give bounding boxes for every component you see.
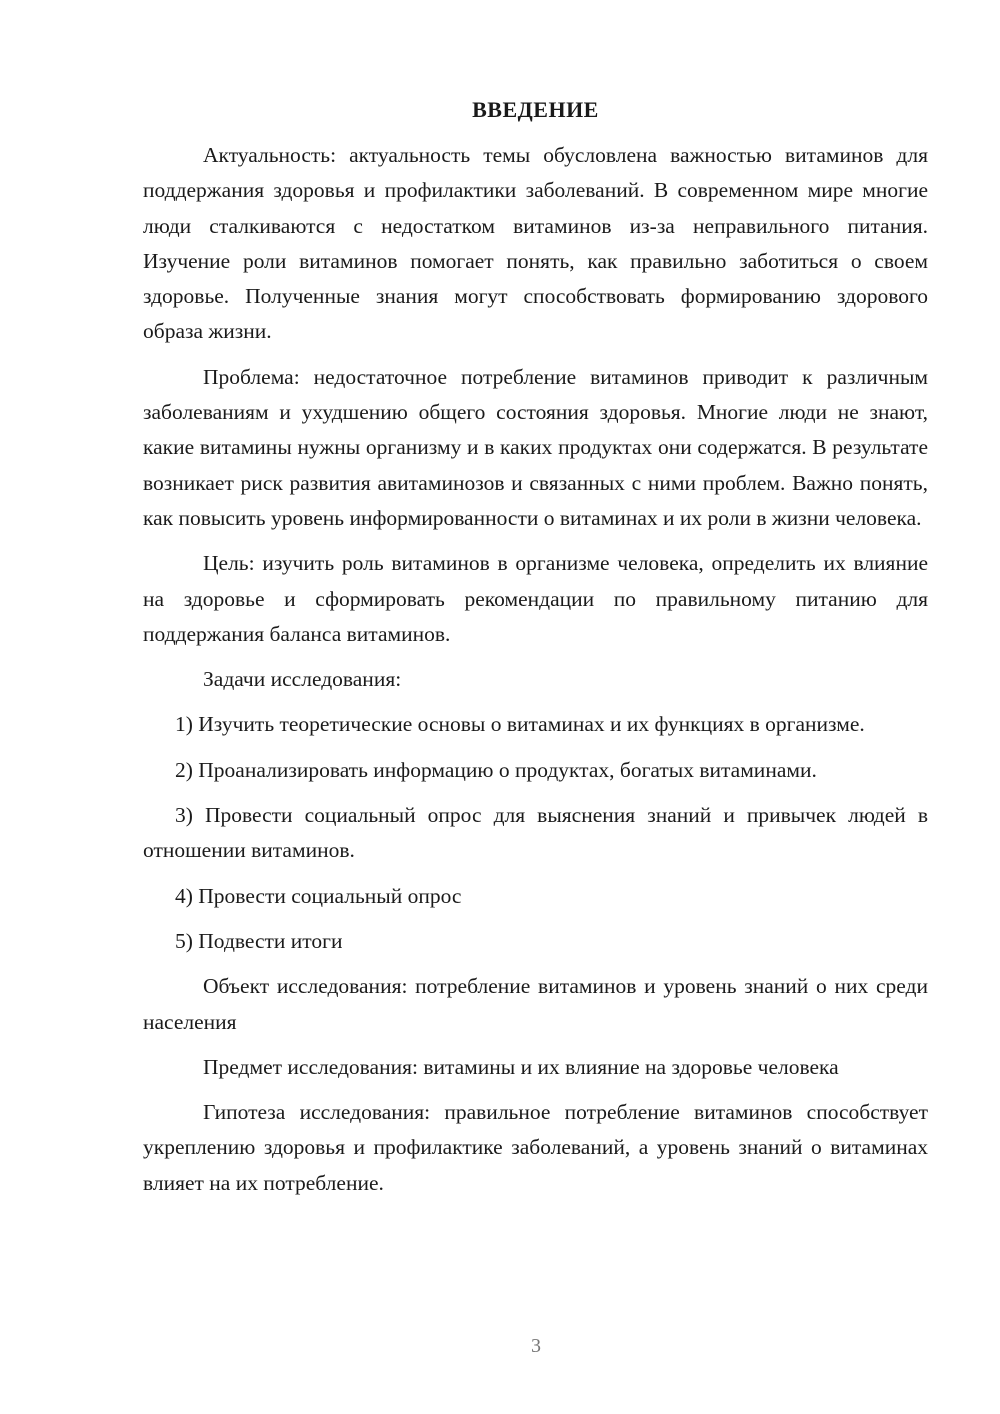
page-number: 3 [531, 1335, 541, 1357]
object-paragraph: Объект исследования: потребление витаминов и уровень знаний о них среди населения [143, 974, 928, 1034]
task-item: 1) Изучить теоретические основы о витаминах и их функциях в организме. [175, 712, 865, 737]
document-page [143, 96, 928, 1211]
problem-paragraph: Проблема: недостаточное потребление витаминов приводит к различным заболеваниям и ухудшению общего состояния здоровья. Многие люди не знают, какие витамины нужны организму и в каких продуктах они содержатся. В результате возникает риск развития авитаминозов и связанных с ними проблем. Важно понять, как повысить уровень информированности о витаминах и их роли в жизни человека. [143, 364, 928, 530]
goal-paragraph: Цель: изучить роль витаминов в организме человека, определить их влияние на здоровье и сформировать рекомендации по правильному питанию для поддержания баланса витаминов. [143, 551, 928, 646]
subject-paragraph: Предмет исследования: витамины и их влияние на здоровье человека [203, 1054, 839, 1079]
tasks-title: Задачи исследования: [203, 667, 402, 692]
section-heading: ВВЕДЕНИЕ [472, 97, 599, 122]
task-item: 4) Провести социальный опрос [175, 883, 462, 908]
relevance-paragraph: Актуальность: актуальность темы обусловлена важностью витаминов для поддержания здоровья и профилактики заболеваний. В современном мире многие люди сталкиваются с недостатком витаминов из-за неправильного питания. Изучение роли витаминов помогает понять, как правильно заботиться о своем здоровье. Полученные знания могут способствовать формированию здорового образа жизни. [143, 143, 928, 344]
hypothesis-paragraph: Гипотеза исследования: правильное потребление витаминов способствует укреплению здоровья и профилактике заболеваний, а уровень знаний о витаминах влияет на их потребление. [143, 1100, 928, 1195]
task-item: 3) Провести социальный опрос для выяснения знаний и привычек людей в отношении витаминов. [143, 803, 928, 863]
task-item: 5) Подвести итоги [175, 928, 343, 953]
task-item: 2) Проанализировать информацию о продуктах, богатых витаминами. [175, 757, 817, 782]
